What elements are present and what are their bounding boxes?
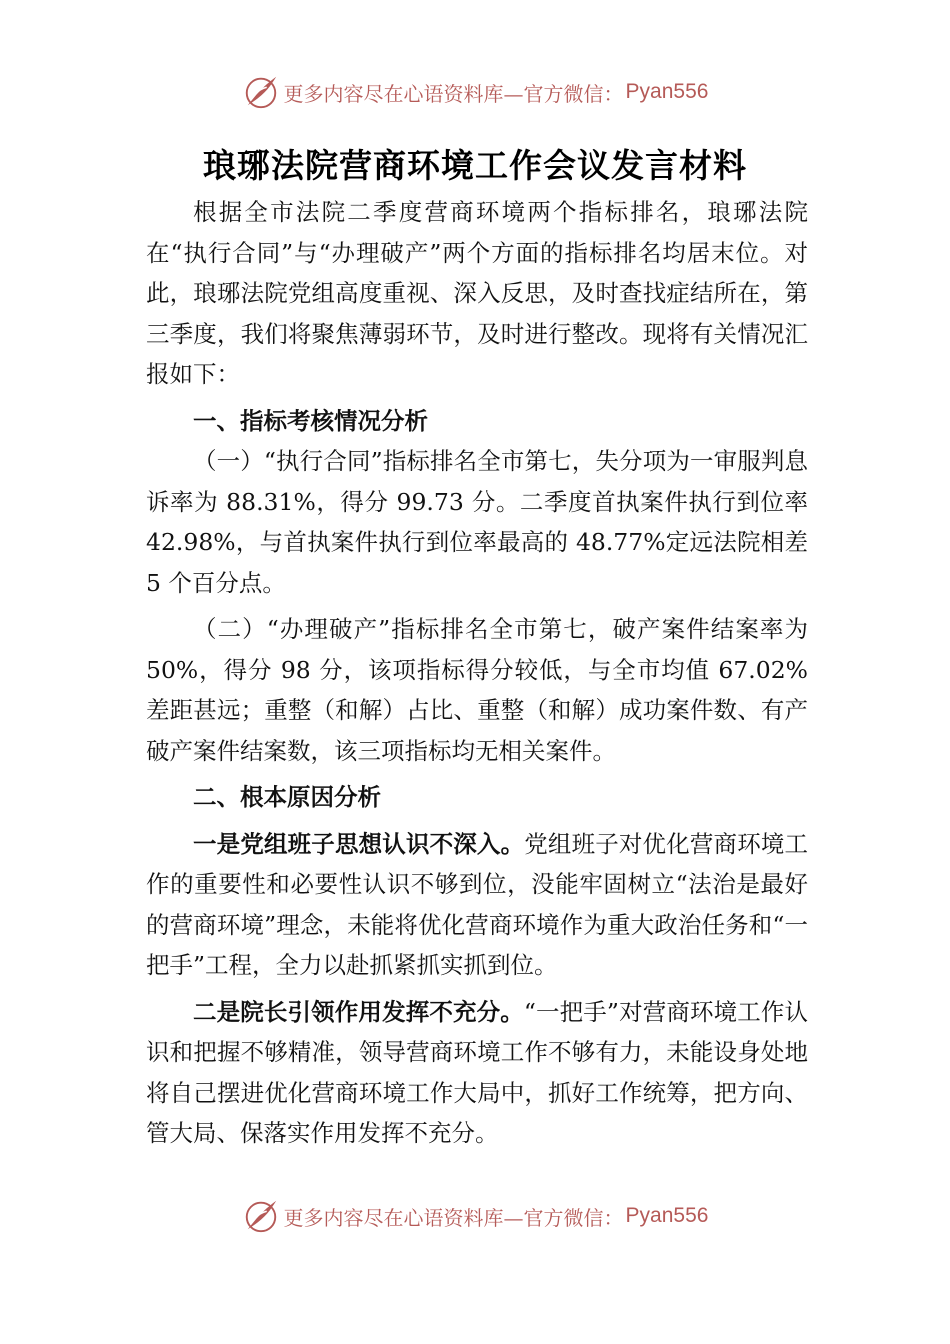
section1-paragraph-1: （一）“执行合同”指标排名全市第七，失分项为一审服判息诉率为 88.31%，得分 99.73 分。二季度首执案件执行到位率 42.98%，与首执案件执行到位率最高的 48.77%定远法院相差 5 个百分点。: [146, 447, 808, 597]
section2-heading: 二、根本原因分析: [193, 783, 381, 811]
section2-item-2-lead: 二是院长引领作用发挥不充分。: [193, 997, 524, 1026]
banner-wechat-id: Pyan556: [625, 80, 709, 103]
intro-paragraph: 根据全市法院二季度营商环境两个指标排名，琅琊法院在“执行合同”与“办理破产”两个方面的指标排名均居末位。对此，琅琊法院党组高度重视、深入反思，及时查找症结所在，第三季度，我们将聚焦薄弱环节，及时进行整改。现将有关情况汇报如下：: [146, 198, 808, 388]
section2-item-2-body: “一把手”对营商环境工作认识和把握不够精准，领导营商环境工作不够有力，未能设身处地将自己摆进优化营商环境工作大局中，抓好工作统筹，把方向、管大局、保落实作用发挥不充分。: [146, 997, 809, 1147]
section2-item-1-lead: 一是党组班子思想认识不深入。: [193, 829, 525, 858]
section2-item-1: [146, 824, 808, 986]
banner-text: 更多内容尽在心语资料库—官方微信：: [283, 81, 624, 106]
section1-paragraph-2: （二）“办理破产”指标排名全市第七，破产案件结案率为 50%，得分 98 分，该项指标得分较低，与全市均值 67.02%差距甚远；重整（和解）占比、重整（和解）成功案件数、有产破产案件结案数，该三项指标均无相关案件。: [146, 615, 808, 765]
quill-circle-logo-icon: [242, 73, 280, 111]
section1-heading: 一、指标考核情况分析: [193, 406, 428, 435]
section2-item-2: [146, 992, 808, 1154]
section2-item-1-body: 党组班子对优化营商环境工作的重要性和必要性认识不够到位，没能牢固树立“法治是最好的营商环境”理念，未能将优化营商环境作为重大政治任务和“一把手”工程，全力以赴抓紧抓实抓到位。: [146, 829, 809, 979]
quill-circle-logo-icon: [242, 1197, 280, 1235]
document-title: 琅琊法院营商环境工作会议发言材料: [203, 146, 747, 185]
document-body: [146, 192, 808, 1154]
banner-text: 更多内容尽在心语资料库—官方微信：: [283, 1205, 624, 1230]
header-watermark-banner: [0, 70, 950, 114]
banner-wechat-id: Pyan556: [625, 1204, 709, 1227]
footer-watermark-banner: [0, 1194, 950, 1238]
